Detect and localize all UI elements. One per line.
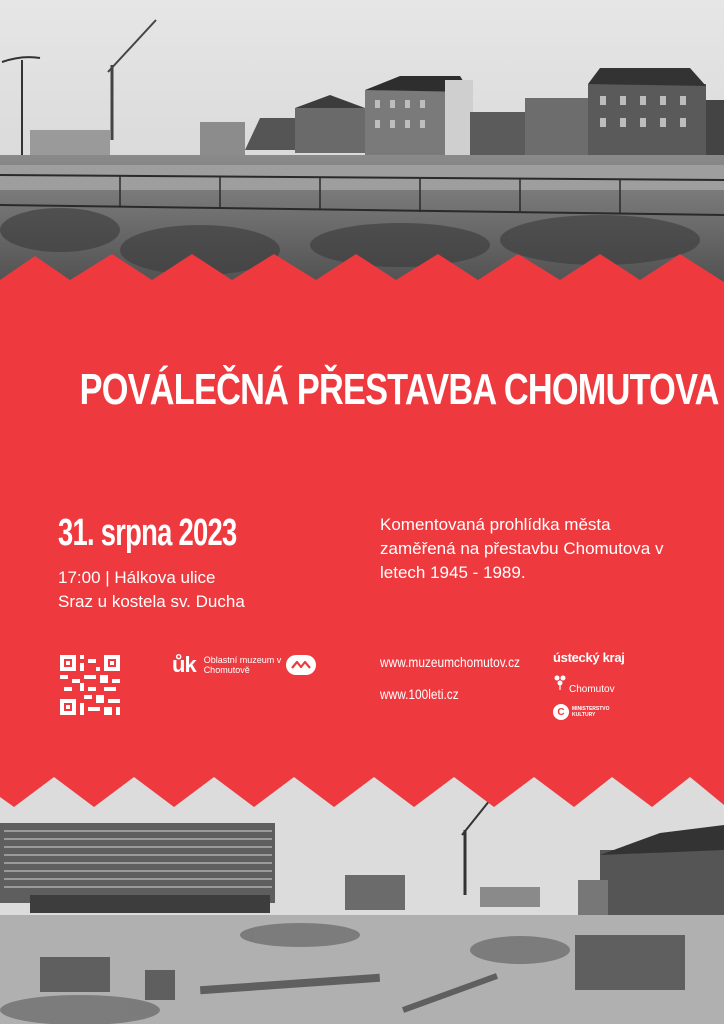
page-title: POVÁLEČNÁ PŘESTAVBA CHOMUTOVA <box>79 365 719 414</box>
ministry-icon: C <box>553 704 569 720</box>
museum-mark-icon <box>286 655 316 675</box>
city-name: Chomutov <box>569 684 615 695</box>
museum-name: Oblastní muzeum v Chomutově <box>203 655 282 675</box>
centenary-website-link[interactable]: www.100leti.cz <box>380 686 459 702</box>
event-time-place: 17:00 | Hálkova ulice <box>58 568 216 587</box>
event-description: Komentovaná prohlídka města zaměřená na přestavbu Chomutova v letech 1945 - 1989. <box>380 515 664 582</box>
top-zigzag <box>0 250 724 310</box>
museum-logo-mark: ůk <box>172 652 196 677</box>
region-logo: ústecký kraj <box>553 650 625 665</box>
ministry-logo <box>553 704 612 720</box>
museum-website-link[interactable]: www.muzeumchomutov.cz <box>380 654 520 670</box>
bottom-zigzag <box>0 765 724 815</box>
city-logo <box>553 674 615 693</box>
qr-code-icon[interactable] <box>60 655 120 715</box>
ministry-name: MINISTERSTVO KULTURY <box>572 706 610 718</box>
event-date: 31. srpna 2023 <box>58 512 237 554</box>
museum-logo[interactable] <box>172 650 316 680</box>
chomutov-flower-icon <box>553 674 567 693</box>
event-meeting-point: Sraz u kostela sv. Ducha <box>58 592 245 611</box>
